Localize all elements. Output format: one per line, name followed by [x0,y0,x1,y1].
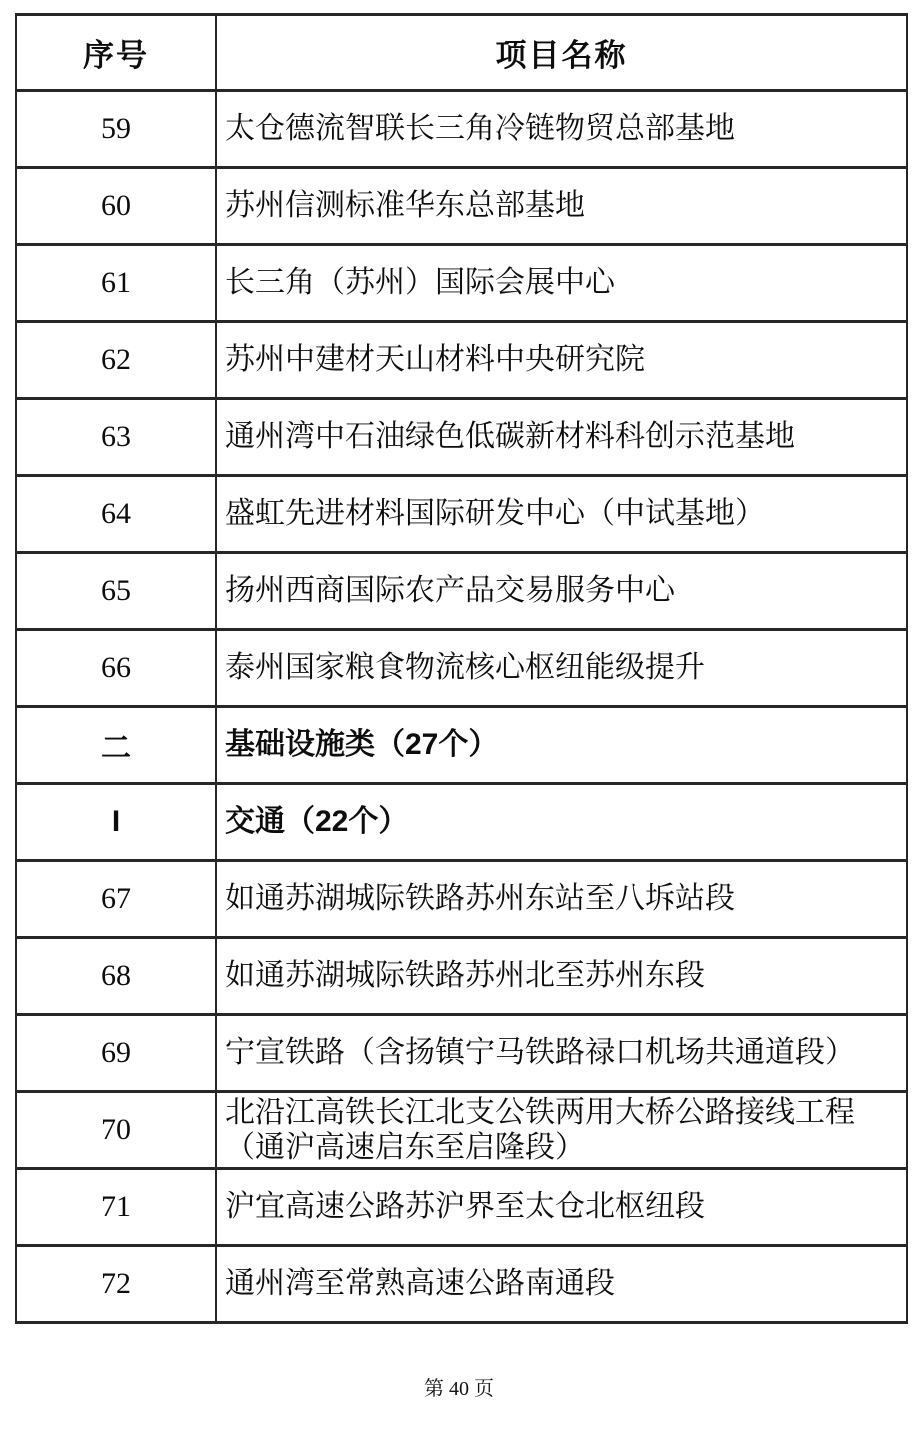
section-name-cell: 交通（22个） [216,784,907,861]
table-row [16,476,907,553]
row-number-cell: 61 [16,245,216,322]
table-row [16,938,907,1015]
project-name-cell: 盛虹先进材料国际研发中心（中试基地） [216,476,907,553]
project-name-cell: 通州湾中石油绿色低碳新材料科创示范基地 [216,399,907,476]
table-row [16,1092,907,1169]
project-name-cell: 太仓德流智联长三角冷链物贸总部基地 [216,91,907,168]
section-name-cell: 基础设施类（27个） [216,707,907,784]
row-number-cell: 60 [16,168,216,245]
section-number-cell: I [16,784,216,861]
table-row [16,861,907,938]
table-row [16,168,907,245]
row-number-cell: 62 [16,322,216,399]
row-number-cell: 66 [16,630,216,707]
table-row [16,630,907,707]
row-number-cell: 70 [16,1092,216,1169]
table-row [16,399,907,476]
row-number-cell: 65 [16,553,216,630]
row-number-cell: 59 [16,91,216,168]
project-name-cell: 通州湾至常熟高速公路南通段 [216,1246,907,1323]
table-row [16,91,907,168]
table-row [16,322,907,399]
project-name-cell: 苏州信测标准华东总部基地 [216,168,907,245]
section-number-cell: 二 [16,707,216,784]
row-number-cell: 63 [16,399,216,476]
row-number-cell: 72 [16,1246,216,1323]
project-name-cell: 北沿江高铁长江北支公铁两用大桥公路接线工程（通沪高速启东至启隆段） [216,1092,907,1169]
row-number-cell: 67 [16,861,216,938]
section-row-infrastructure [16,707,907,784]
projects-table [15,13,908,1324]
project-name-cell: 如通苏湖城际铁路苏州北至苏州东段 [216,938,907,1015]
section-row-transport [16,784,907,861]
table-row [16,553,907,630]
row-number-cell: 64 [16,476,216,553]
table-row [16,1169,907,1246]
row-number-cell: 69 [16,1015,216,1092]
row-number-cell: 71 [16,1169,216,1246]
project-name-cell: 泰州国家粮食物流核心枢纽能级提升 [216,630,907,707]
page-number: 第 40 页 [424,1378,494,1400]
project-name-cell: 宁宣铁路（含扬镇宁马铁路禄口机场共通道段） [216,1015,907,1092]
table-row [16,1015,907,1092]
project-name-cell: 苏州中建材天山材料中央研究院 [216,322,907,399]
header-project-name: 项目名称 [216,15,907,91]
row-number-cell: 68 [16,938,216,1015]
project-name-cell: 沪宜高速公路苏沪界至太仓北枢纽段 [216,1169,907,1246]
table-header-row [16,15,907,91]
project-name-cell: 长三角（苏州）国际会展中心 [216,245,907,322]
table-row [16,1246,907,1323]
project-name-cell: 如通苏湖城际铁路苏州东站至八坼站段 [216,861,907,938]
project-name-cell: 扬州西商国际农产品交易服务中心 [216,553,907,630]
header-serial-number: 序号 [16,15,216,91]
table-row [16,245,907,322]
